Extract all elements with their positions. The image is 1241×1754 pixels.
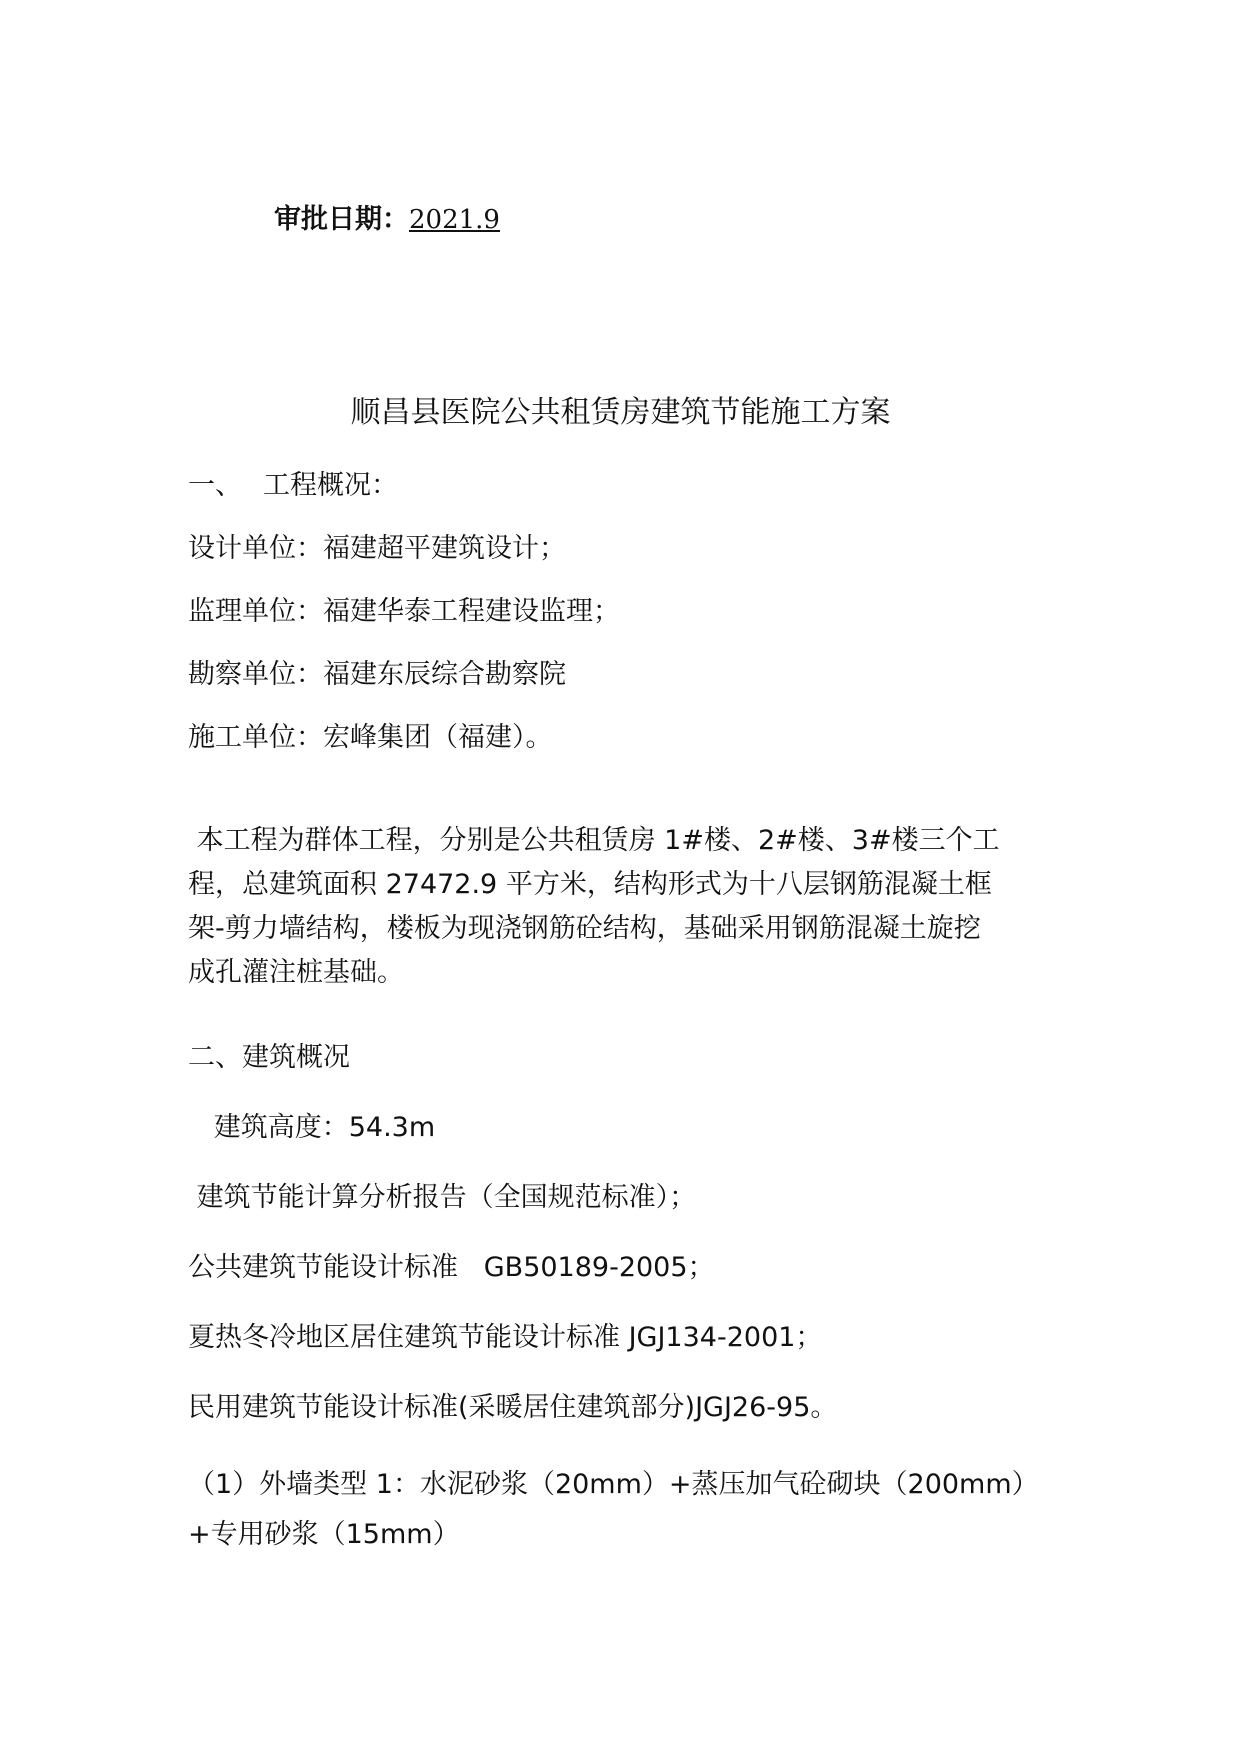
approval-date-label: 审批日期：	[274, 204, 409, 235]
survey-unit: 勘察单位：福建东辰综合勘察院	[188, 659, 566, 690]
approval-date-value: 2021.9	[409, 205, 500, 235]
public-building-standard: 公共建筑节能设计标准 GB50189-2005；	[188, 1252, 715, 1283]
overview-line: 架-剪力墙结构，楼板为现浇钢筋砼结构，基础采用钢筋混凝土旋挖	[188, 913, 981, 944]
document-title: 顺昌县医院公共租赁房建筑节能施工方案	[350, 395, 891, 430]
design-unit: 设计单位：福建超平建筑设计；	[188, 533, 566, 564]
civil-building-standard: 民用建筑节能设计标准(采暖居住建筑部分)JGJ26-95。	[188, 1392, 838, 1423]
overview-line: 本工程为群体工程，分别是公共租赁房 1#楼、2#楼、3#楼三个工	[188, 825, 1000, 856]
wall-line: +专用砂浆（15mm）	[188, 1519, 460, 1550]
supervision-unit: 监理单位：福建华泰工程建设监理；	[188, 596, 620, 627]
section-2-heading: 二、建筑概况	[188, 1042, 350, 1073]
construction-unit: 施工单位：宏峰集团（福建）。	[188, 722, 553, 753]
building-height: 建筑高度：54.3m	[188, 1112, 436, 1143]
overview-line: 成孔灌注桩基础。	[188, 957, 404, 988]
approval-date	[274, 202, 500, 238]
wall-line: （1）外墙类型 1：水泥砂浆（20mm）+蒸压加气砼砌块（200mm）	[188, 1469, 1039, 1500]
section-1-heading	[188, 468, 398, 503]
residential-standard: 夏热冬冷地区居住建筑节能设计标准 JGJ134-2001；	[188, 1322, 823, 1353]
project-overview-paragraph	[188, 819, 1068, 995]
section-1-number: 一、	[188, 470, 242, 501]
energy-report: 建筑节能计算分析报告（全国规范标准）；	[188, 1182, 697, 1213]
exterior-wall-paragraph	[188, 1460, 1068, 1560]
overview-line: 程，总建筑面积 27472.9 平方米，结构形式为十八层钢筋混凝土框	[188, 869, 992, 900]
section-1-title: 工程概况：	[263, 470, 398, 501]
